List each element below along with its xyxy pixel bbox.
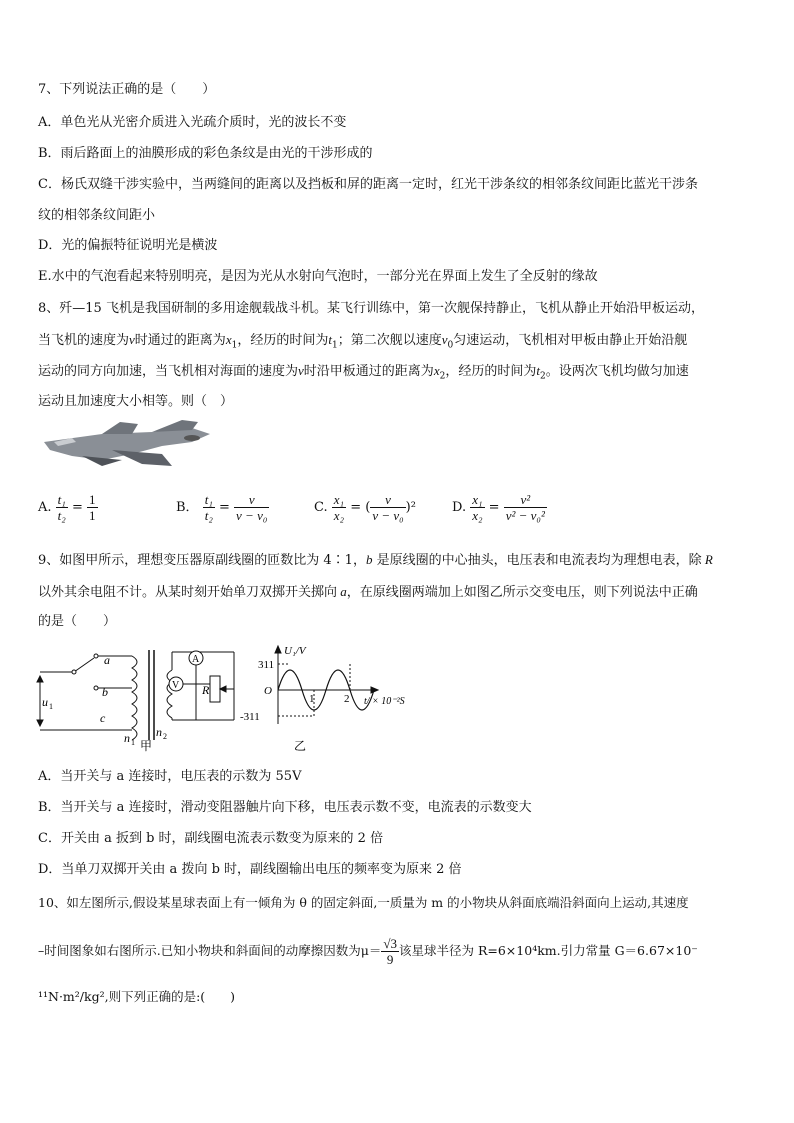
svg-text:乙: 乙 [294, 739, 307, 753]
q7-option-a: A．单色光从光密介质进入光疏介质时，光的波长不变 [38, 115, 347, 130]
q8-option-b: B． $\frac{\text{t₁}}{\text{t₂}}$ = $\frac{v}{\text{v − v₀}}$ [176, 492, 268, 523]
q8-line3: 运动的同方向加速，当飞机相对海面的速度为v时沿甲板通过的距离为$x_2$，经历的时间为$t_2$。设两次飞机均做匀加速 [38, 363, 689, 382]
fighter-jet-image [42, 420, 214, 472]
q8-line2: 当飞机的速度为v时通过的距离为$x_1$，经历的时间为$t_1$；第二次舰以速度$v_0$匀速运动，飞机相对甲板由静止开始沿舰 [38, 332, 688, 351]
q7-option-b: B．雨后路面上的油膜形成的彩色条纹是由光的干涉形成的 [38, 146, 373, 161]
q9-option-d: D．当单刀双掷开关由 a 拨向 b 时，副线圈输出电压的频率变为原来 2 倍 [38, 862, 462, 877]
q9-line2: 以外其余电阻不计。从某时刻开始单刀双掷开关掷向 a，在原线圈两端加上如图乙所示交变电压，则下列说法中正确 [38, 584, 698, 600]
q9-option-b: B．当开关与 a 连接时，滑动变阻器触片向下移，电压表示数不变，电流表的示数变大 [38, 800, 532, 815]
svg-text:甲: 甲 [140, 739, 153, 753]
svg-text:R: R [202, 683, 210, 697]
svg-text:1: 1 [309, 693, 315, 705]
svg-text:a: a [104, 653, 110, 667]
q7-option-c-line1: C．杨氏双缝干涉实验中，当两缝间的距离以及挡板和屏的距离一定时，红光干涉条纹的相邻条纹间距比蓝光干涉条 [38, 177, 698, 192]
svg-text:b: b [102, 685, 108, 699]
svg-text:1: 1 [49, 702, 53, 711]
voltage-sine-graph [236, 644, 436, 754]
q7-option-e: E.水中的气泡看起来特别明亮，是因为光从水射向气泡时，一部分光在界面上发生了全反射的缘故 [38, 269, 598, 284]
q9-option-a: A．当开关与 a 连接时，电压表的示数为 55V [38, 769, 302, 784]
q10-line1: 10、如左图所示,假设某星球表面上有一倾角为 θ 的固定斜面,一质量为 m 的小物块从斜面底端沿斜面向上运动,其速度 [38, 895, 689, 910]
q7-option-d: D．光的偏振特征说明光是横波 [38, 238, 218, 253]
svg-text:-311: -311 [240, 711, 260, 723]
q10-line2: –时间图象如右图所示.已知小物块和斜面间的动摩擦因数为μ＝ $\frac{√3}{9}$ 该星球半径为 R=6×10⁴km.引力常量 G＝6.67×10⁻ [38, 936, 698, 967]
svg-text:2: 2 [163, 732, 167, 741]
svg-text:V: V [172, 680, 180, 691]
svg-text:O: O [264, 685, 272, 697]
q8-line4: 运动且加速度大小相等。则（ ） [38, 394, 234, 409]
q7-stem: 7、下列说法正确的是（ ） [38, 82, 216, 97]
svg-text:n: n [124, 731, 130, 745]
svg-text:u: u [42, 695, 48, 709]
svg-text:t/ × 10⁻²S: t/ × 10⁻²S [364, 696, 405, 707]
q9-line1: 9、如图甲所示，理想变压器原副线圈的匝数比为 4∶1，b 是原线圈的中心抽头，电压表和电流表均为理想电表，除 R [38, 552, 713, 568]
q9-option-c: C．开关由 a 扳到 b 时，副线圈电流表示数变为原来的 2 倍 [38, 831, 384, 846]
q8-option-d: D. $\frac{\text{x₁}}{\text{x₂}}$ = $\frac{\text{v²}}{\text{v² − v₀²}}$ [452, 492, 545, 523]
svg-text:1: 1 [131, 738, 135, 747]
svg-text:U₁/V: U₁/V [284, 645, 306, 657]
q8-option-c: C. $\frac{\text{x₁}}{\text{x₂}}$ = ( $\frac{v}{\text{v − v₀}}$ )² [314, 492, 416, 523]
q8-option-a: A. $\frac{\text{t₁}}{\text{t₂}}$ = $\frac{1}{1}$ [38, 492, 96, 523]
q7-option-c-line2: 纹的相邻条纹间距小 [38, 208, 156, 223]
svg-text:n: n [156, 725, 162, 739]
q9-line3: 的是（ ） [38, 614, 117, 629]
q8-line1: 8、歼—15 飞机是我国研制的多用途舰载战斗机。某飞行训练中，第一次舰保持静止，飞机从静止开始沿甲板运动， [38, 301, 704, 316]
svg-text:311: 311 [258, 659, 275, 671]
q10-line3: ¹¹N·m²/kg²,则下列正确的是:( ) [38, 989, 236, 1004]
transformer-circuit-diagram [36, 644, 246, 754]
svg-text:c: c [100, 711, 106, 725]
svg-text:A: A [192, 654, 200, 665]
svg-text:2: 2 [344, 693, 350, 705]
